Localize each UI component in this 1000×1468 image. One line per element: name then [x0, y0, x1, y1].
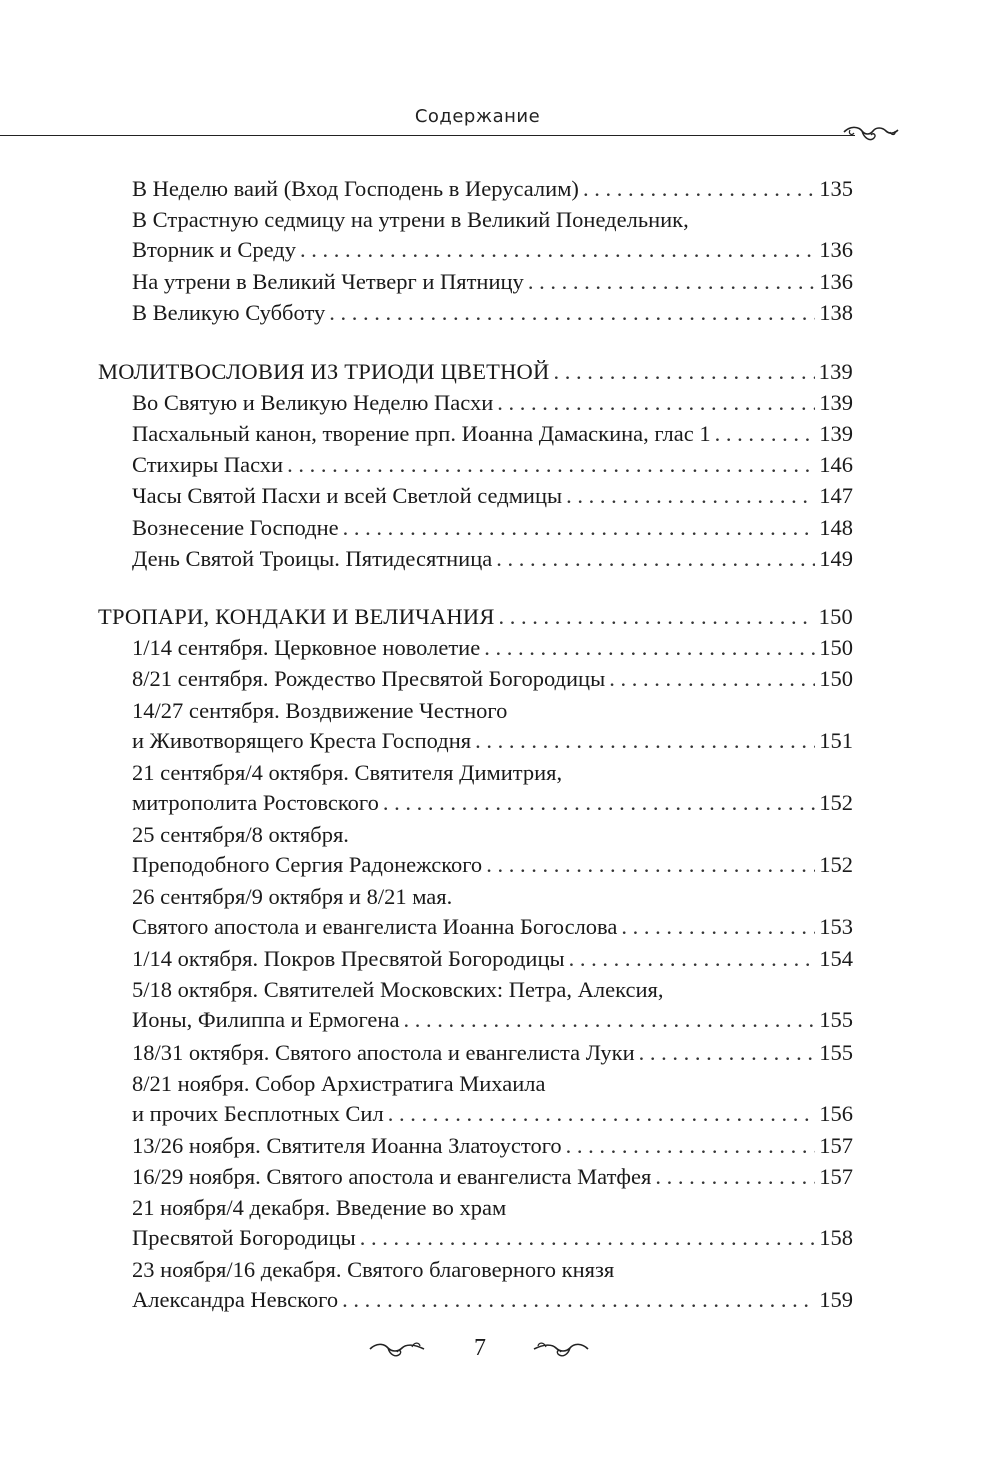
toc-entry-title: 8/21 сентября. Рождество Пресвятой Богородицы: [132, 666, 606, 692]
toc-page-number: 150: [819, 635, 853, 661]
toc-entry-title: 8/21 ноября. Собор Архистратига Михаила: [132, 1070, 546, 1096]
toc-page-number: 149: [819, 545, 853, 571]
toc-entry-title: МОЛИТВОСЛОВИЯ ИЗ ТРИОДИ ЦВЕТНОЙ: [98, 359, 550, 384]
toc-page-number: 138: [819, 300, 853, 326]
toc-entry-title: Александра Невского: [132, 1287, 339, 1313]
toc-page-number: 157: [819, 1132, 853, 1158]
toc-entry-title: 26 сентября/9 октября и 8/21 мая.: [132, 884, 453, 910]
toc-page-number: 150: [819, 666, 853, 692]
toc-entry: [132, 758, 853, 818]
toc-entry: [132, 882, 853, 942]
toc-entry-title: Пасхальный канон, творение прп. Иоанна Дамаскина, глас 1: [132, 421, 711, 447]
toc-entry: [132, 633, 853, 663]
toc-entry: [132, 1038, 853, 1068]
toc-page-number: 154: [819, 946, 853, 972]
toc-entry-title: 18/31 октября. Святого апостола и евангелиста Луки: [132, 1039, 635, 1065]
toc-page-number: 152: [819, 789, 853, 815]
toc-entry: [132, 664, 853, 694]
toc-entry-title: Часы Святой Пасхи и всей Светлой седмицы: [132, 483, 563, 509]
running-head: Содержание: [414, 106, 541, 127]
toc-entry-title: Преподобного Сергия Радонежского: [132, 851, 483, 877]
dot-leader: [528, 267, 815, 297]
toc-page-number: 152: [819, 851, 853, 877]
dot-leader: [497, 388, 815, 418]
flourish-icon: [368, 1337, 426, 1363]
toc-entry: [132, 298, 853, 328]
toc-page-number: 153: [819, 914, 853, 940]
toc-entry: [132, 450, 853, 480]
toc-entry: [132, 419, 853, 449]
toc-entry: [132, 975, 853, 1035]
toc-page-number: 139: [819, 421, 853, 447]
toc-page-number: 136: [819, 237, 853, 263]
toc-entry: [132, 481, 853, 511]
toc-entry-title: Пресвятой Богородицы: [132, 1225, 356, 1251]
toc-entry-title: 1/14 октября. Покров Пресвятой Богородицы: [132, 946, 565, 972]
toc-entry: [132, 388, 853, 418]
toc-entry: [132, 820, 853, 880]
header-rule: [0, 135, 855, 136]
toc-entry-title: 21 сентября/4 октября. Святителя Димитрия,: [132, 759, 563, 785]
toc-entry-title: ТРОПАРИ, КОНДАКИ И ВЕЛИЧАНИЯ: [98, 604, 495, 630]
toc-entry: [132, 205, 853, 265]
toc-entry: [132, 1193, 853, 1253]
dot-leader: [484, 633, 815, 663]
toc-entry-title: В Великую Субботу: [132, 300, 326, 326]
dot-leader: [287, 450, 815, 480]
dot-leader: [475, 726, 815, 756]
toc-entry: [132, 696, 853, 756]
toc-entry: [132, 944, 853, 974]
toc-entry-title: и Животворящего Креста Господня: [132, 727, 472, 753]
flourish-icon: [840, 122, 902, 150]
dot-leader: [583, 174, 815, 204]
dot-leader: [486, 850, 815, 880]
toc-entry-title: 5/18 октября. Святителей Московских: Петра, Алексия,: [132, 977, 664, 1003]
toc-page-number: 155: [819, 1039, 853, 1065]
toc-page-number: 150: [818, 604, 853, 630]
dot-leader: [342, 1285, 815, 1315]
toc-entry-title: митрополита Ростовского: [132, 789, 379, 815]
toc-entry-title: 1/14 сентября. Церковное новолетие: [132, 635, 481, 661]
toc-entry-title: и прочих Бесплотных Сил: [132, 1100, 384, 1126]
toc-page-number: 157: [819, 1164, 853, 1189]
toc-entry-title: 16/29 ноября. Святого апостола и евангелиста Матфея: [132, 1164, 652, 1189]
flourish-icon: [532, 1337, 590, 1363]
dot-leader: [715, 419, 816, 449]
toc-entry-title: В Страстную седмицу на утрени в Великий Понедельник,: [132, 207, 689, 233]
toc-entry: [132, 174, 853, 204]
dot-leader: [621, 912, 815, 942]
dot-leader: [553, 357, 814, 387]
toc-page-number: 136: [819, 269, 853, 295]
toc-entry-title: Стихиры Пасхи: [132, 452, 284, 478]
toc-page-number: 135: [819, 176, 853, 201]
toc-entry: [132, 544, 853, 574]
dot-leader: [566, 1131, 816, 1161]
toc-section: [98, 602, 853, 632]
toc-entry-title: На утрени в Великий Четверг и Пятницу: [132, 269, 524, 295]
dot-leader: [300, 235, 815, 265]
dot-leader: [569, 944, 816, 974]
toc-page-number: 151: [819, 727, 853, 753]
toc-entry: [132, 513, 853, 543]
toc-entry-title: Святого апостола и евангелиста Иоанна Богослова: [132, 914, 618, 940]
toc-entry: [132, 1255, 853, 1315]
dot-leader: [566, 481, 815, 511]
toc-page-number: 156: [819, 1100, 853, 1126]
dot-leader: [655, 1162, 815, 1192]
toc-page-number: 139: [819, 390, 853, 416]
dot-leader: [388, 1099, 816, 1129]
toc-entry-title: 14/27 сентября. Воздвижение Честного: [132, 697, 508, 723]
toc-page-number: 155: [819, 1007, 853, 1033]
dot-leader: [403, 1005, 815, 1035]
toc-page-number: 146: [819, 452, 853, 478]
toc-page-number: 158: [819, 1225, 853, 1251]
toc-page-number: 139: [818, 359, 853, 384]
dot-leader: [360, 1223, 816, 1253]
dot-leader: [329, 298, 815, 328]
dot-leader: [499, 602, 815, 632]
toc-entry-title: Во Святую и Великую Неделю Пасхи: [132, 390, 494, 416]
toc-entry-title: День Святой Троицы. Пятидесятница: [132, 545, 493, 571]
toc-entry-title: В Неделю ваий (Вход Господень в Иерусалим): [132, 176, 579, 201]
toc-entry: [132, 1069, 853, 1129]
toc-entry: [132, 267, 853, 297]
toc-entry-title: 23 ноября/16 декабря. Святого благоверного князя: [132, 1257, 615, 1283]
toc-page-number: 148: [819, 514, 853, 540]
toc-page-number: 159: [819, 1287, 853, 1313]
toc-entry-title: Вознесение Господне: [132, 514, 339, 540]
toc-section: [98, 357, 853, 387]
dot-leader: [343, 513, 816, 543]
dot-leader: [383, 788, 815, 818]
toc-entry: [132, 1162, 853, 1192]
toc-entry: [132, 1131, 853, 1161]
toc-page-number: 147: [819, 483, 853, 509]
dot-leader: [496, 544, 815, 574]
toc-entry-title: 25 сентября/8 октября.: [132, 821, 349, 847]
dot-leader: [609, 664, 815, 694]
toc-entry-title: 13/26 ноября. Святителя Иоанна Златоустого: [132, 1132, 562, 1158]
toc-entry-title: 21 ноября/4 декабря. Введение во храм: [132, 1195, 507, 1221]
dot-leader: [639, 1038, 816, 1068]
toc-entry-title: Вторник и Среду: [132, 237, 296, 263]
page-number: 7: [474, 1335, 486, 1361]
toc-entry-title: Ионы, Филиппа и Ермогена: [132, 1007, 400, 1033]
